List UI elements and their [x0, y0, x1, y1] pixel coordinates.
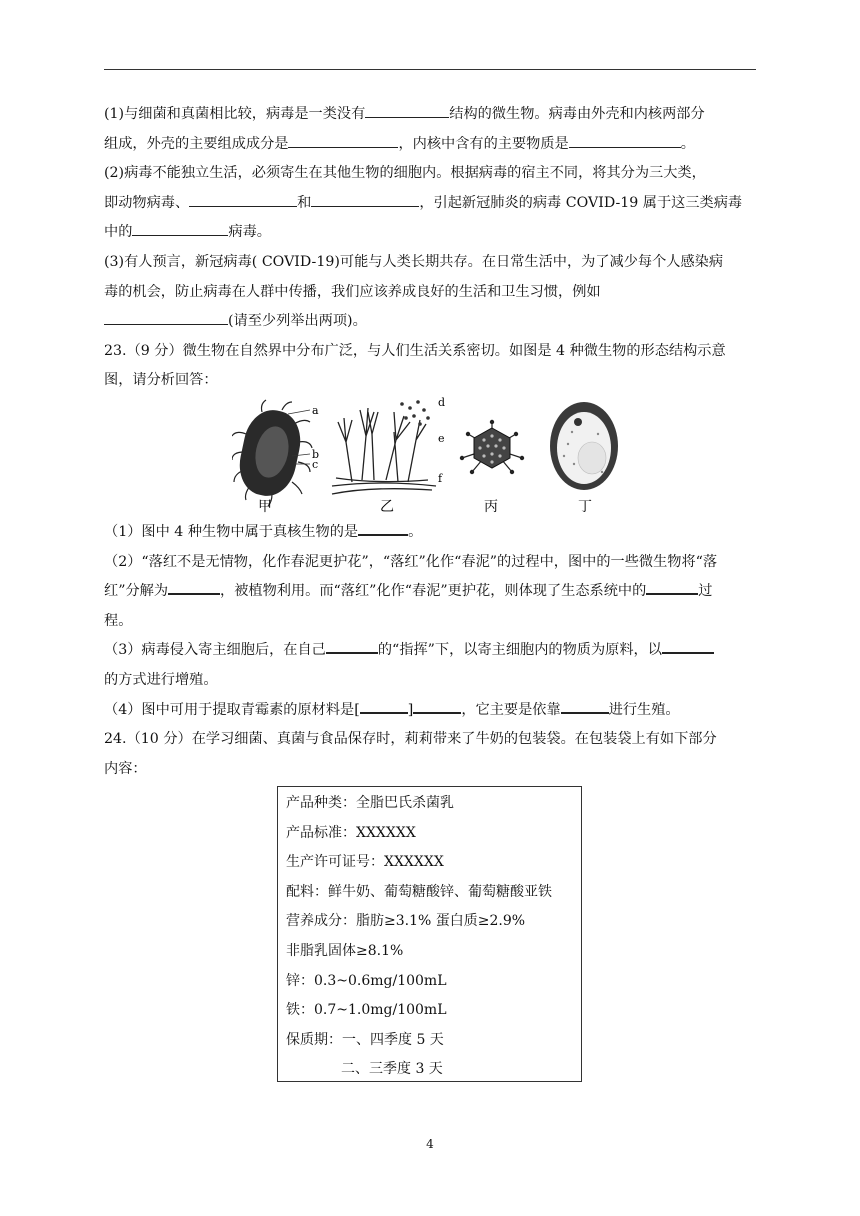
fig-letter-b: b [312, 448, 320, 461]
answer-blank[interactable] [311, 191, 419, 207]
answer-blank[interactable] [358, 519, 408, 536]
answer-blank[interactable] [288, 132, 398, 148]
q23-sub-3-line-2: 的方式进行增殖。 [104, 671, 218, 688]
q22-line-7: 毒的机会，防止病毒在人群中传播，我们应该养成良好的生活和卫生习惯，例如 [104, 283, 601, 300]
q22-line-8: (请至少列举出两项)。 [104, 307, 756, 337]
q24-intro-line-1: 24.（10 分）在学习细菌、真菌与食品保存时，莉莉带来了牛奶的包装袋。在包装袋上有如下部分 [104, 731, 717, 748]
label-line: 产品种类：全脂巴氏杀菌乳 [286, 795, 454, 811]
fig-name-jia: 甲 [258, 499, 272, 515]
answer-blank[interactable] [561, 697, 609, 714]
fig-name-yi: 乙 [380, 499, 394, 515]
label-line: 非脂乳固体≥8.1% [286, 942, 404, 959]
q23-sub-4: （4）图中可用于提取青霉素的原材料是[ ] ，它主要是依靠 进行生殖。 [104, 696, 756, 726]
answer-blank[interactable] [168, 578, 220, 595]
answer-blank[interactable] [132, 220, 228, 236]
answer-blank[interactable] [326, 637, 378, 654]
q22-line-2: 组成，外壳的主要组成成分是 ，内核中含有的主要物质是 。 [104, 130, 756, 160]
answer-blank[interactable] [662, 637, 714, 654]
q23-sub-2-line-3: 程。 [104, 612, 133, 629]
fig-name-bing: 丙 [484, 499, 498, 515]
q23-intro-line-1: 23.（9 分）微生物在自然界中分布广泛，与人们生活关系密切。如图是 4 种微生物的形态结构示意 [104, 342, 726, 359]
milk-package-label [277, 786, 582, 1082]
q23-sub-2-line-2: 红”分解为 ，被植物利用。而“落红”化作“春泥”更护花，则体现了生态系统中的 过 [104, 577, 756, 607]
fig-letter-a: a [312, 404, 319, 417]
answer-blank[interactable] [365, 102, 449, 118]
answer-blank[interactable] [413, 697, 461, 714]
q22-line-3: (2)病毒不能独立生活，必须寄生在其他生物的细胞内。根据病毒的宿主不同，将其分为三大类， [104, 165, 706, 182]
answer-blank[interactable] [360, 697, 408, 714]
q23-sub-2-line-1: （2）“落红不是无情物，化作春泥更护花”，“落红”化作“春泥”的过程中，图中的一些微生物将“落 [104, 553, 718, 570]
label-line: 二、三季度 3 天 [341, 1061, 443, 1078]
bacterium-drawing [232, 400, 312, 506]
q22-line-4: 即动物病毒、 和 ，引起新冠肺炎的病毒 COVID-19 属于这三类病毒 [104, 189, 756, 219]
label-line: 铁：0.7~1.0mg/100mL [286, 1002, 447, 1019]
q23-sub-1: （1）图中 4 种生物中属于真核生物的是 。 [104, 518, 756, 548]
q22-line-5: 中的 病毒。 [104, 218, 756, 248]
label-line: 保质期：一、四季度 5 天 [286, 1031, 444, 1048]
fig-letter-c: c [312, 458, 319, 471]
mold-spores [400, 400, 430, 426]
q24-intro-line-2: 内容： [104, 760, 147, 777]
label-line: 锌：0.3~0.6mg/100mL [286, 972, 447, 989]
q23-sub-3-line-1: （3）病毒侵入寄主细胞后，在自己 的“指挥”下，以寄主细胞内的物质为原料，以 [104, 636, 756, 666]
label-line: 营养成分：脂肪≥3.1% 蛋白质≥2.9% [286, 913, 526, 930]
fig-letter-d: d [438, 396, 446, 409]
answer-blank[interactable] [646, 578, 698, 595]
page-number: 4 [426, 1137, 434, 1151]
fig-name-ding: 丁 [578, 499, 592, 515]
microorganism-diagram [232, 394, 632, 516]
question-23-block [104, 518, 756, 784]
microorganism-figure [232, 394, 632, 516]
mold-drawing [332, 408, 436, 494]
label-line: 配料：鲜牛奶、葡萄糖酸锌、葡萄糖酸亚铁 [286, 883, 552, 900]
header-rule [104, 69, 756, 70]
q22-line-6: (3)有人预言，新冠病毒( COVID-19)可能与人类长期共存。在日常生活中，为了减少每个人感染病 [104, 253, 724, 270]
question-22-block [104, 100, 756, 396]
label-line: 产品标准：XXXXXX [286, 824, 416, 841]
virus-drawing [460, 420, 524, 474]
answer-blank[interactable] [189, 191, 297, 207]
label-line: 生产许可证号：XXXXXX [286, 854, 444, 871]
yeast-drawing [550, 402, 618, 490]
fig-letter-e: e [438, 432, 445, 445]
answer-blank[interactable] [569, 132, 681, 148]
answer-blank[interactable] [104, 309, 228, 325]
q22-line-1: (1)与细菌和真菌相比较，病毒是一类没有 结构的微生物。病毒由外壳和内核两部分 [104, 100, 756, 130]
fig-letter-f: f [438, 472, 443, 485]
q23-intro-line-2: 图，请分析回答： [104, 372, 218, 389]
